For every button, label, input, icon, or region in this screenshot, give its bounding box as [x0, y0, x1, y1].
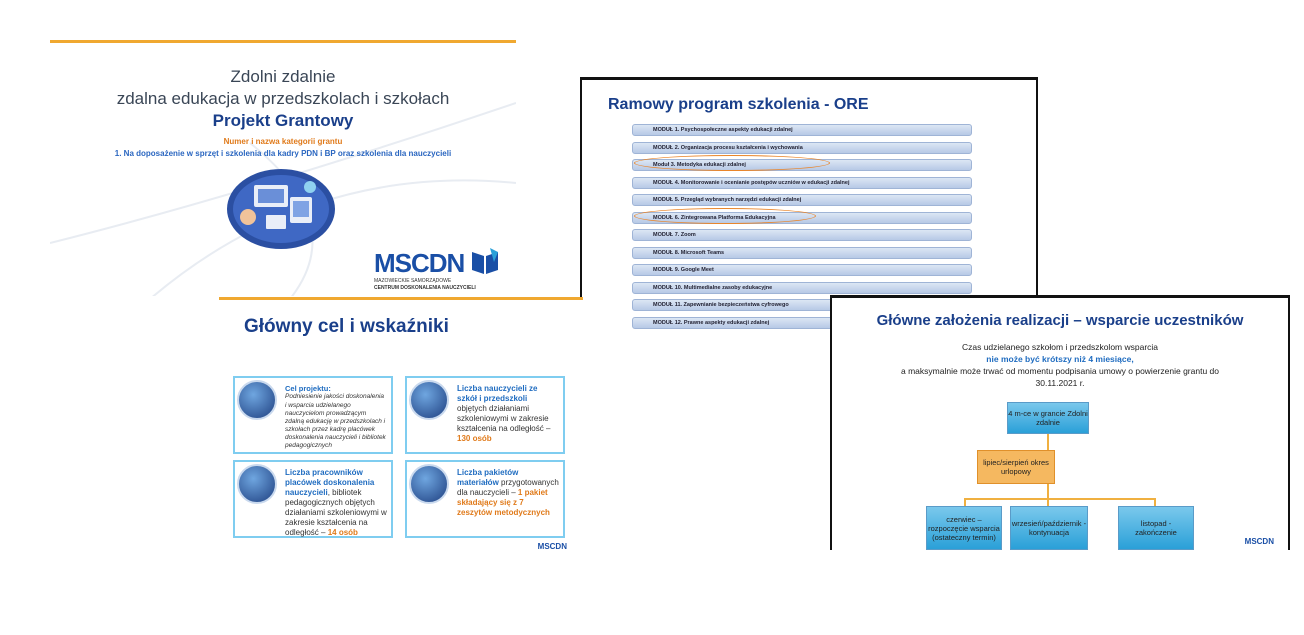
card-heading: Liczba nauczycieli ze szkół i przedszkoli — [457, 384, 538, 403]
module-row: MODUŁ 7. Zoom — [632, 229, 972, 241]
box-june: czerwiec – rozpoczęcie wsparcia (ostateczny termin) — [926, 506, 1002, 550]
logo-subtitle-2: CENTRUM DOSKONALENIA NAUCZYCIELI — [374, 285, 476, 291]
title-line-2: zdalna edukacja w przedszkolach i szkołach — [116, 89, 450, 108]
category-label: Numer i nazwa kategorii grantu — [223, 137, 343, 146]
module-row: MODUŁ 9. Google Meet — [632, 264, 972, 276]
connector-horizontal — [964, 498, 1154, 500]
support-line-2: nie może być krótszy niż 4 miesiące, — [986, 354, 1134, 364]
highlight-ring-module-6 — [634, 208, 816, 224]
module-row: MODUŁ 10. Multimedialne zasoby edukacyjne — [632, 282, 972, 294]
card-body: Podniesienie jakości doskonalenia i wsparcia udzielanego nauczycielom prowadzącym zdalną edukację w przedszkolach i szkołach przez kadrę placówek doskonalenia nauczycieli i bibliotek pedagogicznych — [285, 393, 386, 450]
goal-card-teachers — [405, 376, 565, 454]
card-heading: Cel projektu: — [285, 384, 331, 393]
program-title: Ramowy program szkolenia - ORE — [608, 96, 869, 113]
module-row: Moduł 3. Metodyka edukacji zdalnej — [632, 159, 972, 171]
module-row: MODUŁ 1. Psychospołeczne aspekty edukacji zdalnej — [632, 124, 972, 136]
card-value: 130 osób — [457, 434, 492, 443]
computer-icon — [409, 380, 449, 420]
mscdn-mini-logo: MSCDN — [537, 542, 567, 551]
logo-subtitle-1: MAZOWIECKIE SAMORZĄDOWE — [374, 278, 452, 284]
card-body: przygotowanych dla nauczycieli – — [457, 478, 559, 497]
support-line-1: Czas udzielanego szkołom i przedszkolom wsparcia — [961, 342, 1159, 352]
box-summer-break: lipiec/sierpień okres urlopowy — [977, 450, 1055, 484]
goal-card-project — [233, 376, 393, 454]
computer-icon — [409, 464, 449, 504]
project-title: Projekt Grantowy — [212, 111, 354, 130]
logo-text: MSCDN — [374, 248, 465, 278]
card-value: 14 osób — [327, 528, 358, 537]
goals-title: Główny cel i wskaźniki — [244, 316, 449, 337]
module-row: MODUŁ 5. Przegląd wybranych narzędzi edukacji zdalnej — [632, 194, 972, 206]
support-line-3: a maksymalnie może trwać od momentu podpisania umowy o powierzenie grantu do — [901, 366, 1219, 376]
module-row: MODUŁ 4. Monitorowanie i ocenianie postępów uczniów w edukacji zdalnej — [632, 177, 972, 189]
card-heading: Liczba pracowników placówek doskonalenia nauczycieli — [285, 468, 375, 497]
support-line-4: 30.11.2021 r. — [1035, 378, 1085, 388]
slide-support — [830, 295, 1290, 550]
highlight-ring-module-3 — [634, 155, 830, 171]
computer-icon — [237, 380, 277, 420]
module-row: MODUŁ 6. Zintegrowana Platforma Edukacyjna — [632, 212, 972, 224]
card-body: objętych działaniami szkoleniowymi w zakresie kształcenia na odległość – — [457, 404, 551, 433]
computer-icon — [237, 464, 277, 504]
category-text: 1. Na doposażenie w sprzęt i szkolenia dla kadry PDN i BP oraz szkolenia dla nauczycieli — [114, 149, 452, 158]
module-row: MODUŁ 2. Organizacja procesu kształcenia i wychowania — [632, 142, 972, 154]
book-logo-icon — [470, 248, 500, 276]
card-heading: Liczba pakietów materiałów — [457, 468, 519, 487]
module-row: MODUŁ 8. Microsoft Teams — [632, 247, 972, 259]
title-line-1: Zdolni zdalnie — [230, 67, 336, 86]
mscdn-logo — [374, 242, 504, 292]
slide-goals — [219, 297, 583, 557]
support-title: Główne założenia realizacji – wsparcie uczestników — [876, 312, 1244, 329]
module-row: MODUŁ 12. Prawne aspekty edukacji zdalnej — [632, 317, 972, 329]
card-body: , bibliotek pedagogicznych objętych działaniami szkoleniowymi w zakresie kształcenia na odległość – — [285, 488, 387, 537]
card-value: 1 pakiet składający się z 7 zeszytów metodycznych — [457, 488, 550, 517]
module-row: MODUŁ 11. Zapewnianie bezpieczeństwa cyfrowego — [632, 299, 972, 311]
box-september-october: wrzesień/październik - kontynuacja — [1010, 506, 1088, 550]
goal-card-staff — [233, 460, 393, 538]
goal-card-materials — [405, 460, 565, 538]
box-november: listopad - zakończenie — [1118, 506, 1194, 550]
slide-title — [50, 40, 516, 296]
online-learning-illustration — [226, 167, 336, 251]
mscdn-mini-logo: MSCDN — [1244, 537, 1274, 546]
box-4-months: 4 m-ce w grancie Zdolni zdalnie — [1007, 402, 1089, 434]
